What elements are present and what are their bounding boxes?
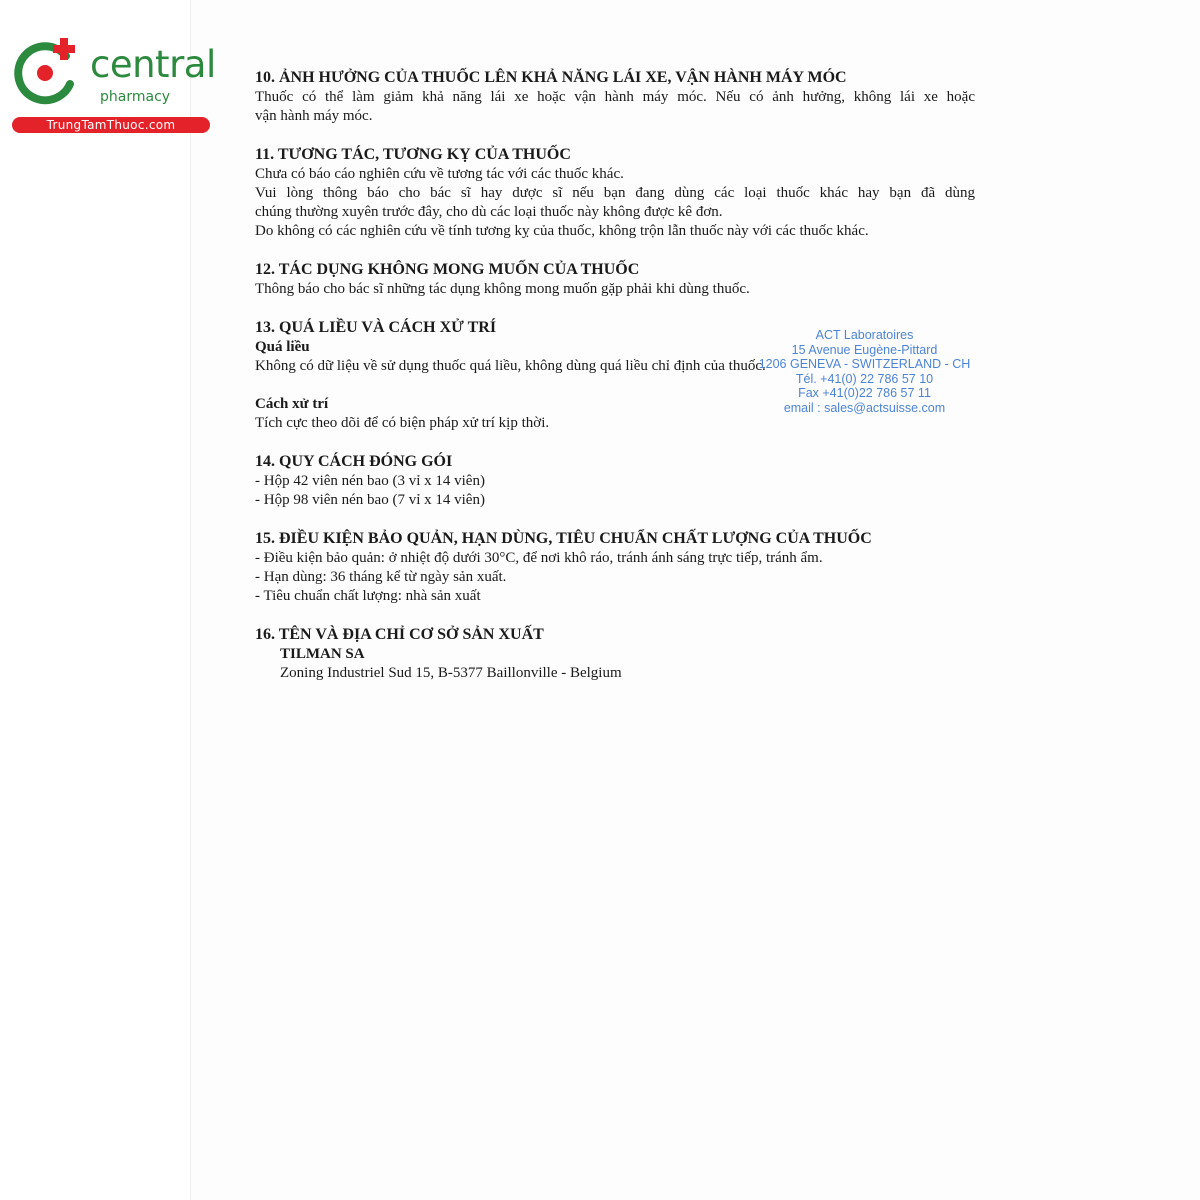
logo-brand-name: central: [90, 43, 216, 86]
stamp-line: Tél. +41(0) 22 786 57 10: [795, 371, 934, 386]
company-stamp: [752, 328, 977, 415]
subheading-treatment: Cách xử trí: [255, 396, 329, 412]
section-10: [255, 68, 975, 126]
stamp-line: email : sales@actsuisse.com: [783, 400, 946, 415]
pharmacy-cross-logo-icon: [10, 36, 86, 112]
section-15: [255, 529, 975, 606]
central-pharmacy-logo[interactable]: [10, 36, 216, 136]
body-line: Thông báo cho bác sĩ những tác dụng không mong muốn gặp phải khi dùng thuốc.: [255, 281, 750, 297]
stamp-line: Fax +41(0)22 786 57 11: [798, 386, 931, 400]
section-heading: 12. TÁC DỤNG KHÔNG MONG MUỐN CỦA THUỐC: [255, 261, 640, 278]
section-16: [255, 625, 975, 683]
subheading-overdose: Quá liều: [255, 339, 310, 355]
body-line: chúng thường xuyên trước đây, cho dù các loại thuốc này không được kê đơn.: [255, 204, 723, 220]
section-heading: 11. TƯƠNG TÁC, TƯƠNG KỴ CỦA THUỐC: [255, 146, 571, 163]
section-11: [255, 145, 975, 241]
body-line: Vui lòng thông báo cho bác sĩ hay dược sĩ nếu bạn đang dùng các loại thuốc khác hay bạn đã dùng: [255, 185, 975, 201]
body-line: Thuốc có thể làm giảm khả năng lái xe hoặc vận hành máy móc. Nếu có ảnh hưởng, không lái xe hoặc: [255, 89, 975, 105]
body-line: Không có dữ liệu về sử dụng thuốc quá liều, không dùng quá liều chỉ định của thuốc.: [255, 358, 766, 374]
section-heading: 15. ĐIỀU KIỆN BẢO QUẢN, HẠN DÙNG, TIÊU CHUẨN CHẤT LƯỢNG CỦA THUỐC: [255, 530, 872, 547]
logo-site-banner: TrungTamThuoc.com: [12, 117, 210, 133]
stamp-line: ACT Laboratoires: [815, 328, 914, 342]
manufacturer-name: TILMAN SA: [280, 646, 365, 662]
section-heading: 13. QUÁ LIỀU VÀ CÁCH XỬ TRÍ: [255, 319, 497, 336]
body-line: - Điều kiện bảo quản: ở nhiệt độ dưới 30°C, để nơi khô ráo, tránh ánh sáng trực tiếp, tránh ẩm.: [255, 550, 823, 566]
body-line: - Hộp 42 viên nén bao (3 vỉ x 14 viên): [255, 473, 485, 489]
body-line: Do không có các nghiên cứu về tính tương kỵ của thuốc, không trộn lẫn thuốc này với các thuốc khác.: [255, 223, 869, 239]
body-line: - Tiêu chuẩn chất lượng: nhà sản xuất: [255, 588, 481, 604]
section-12: [255, 260, 975, 299]
body-line: Tích cực theo dõi để có biện pháp xử trí kịp thời.: [255, 415, 550, 431]
section-14: [255, 452, 975, 510]
section-heading: 16. TÊN VÀ ĐỊA CHỈ CƠ SỞ SẢN XUẤT: [255, 626, 544, 643]
body-line: - Hộp 98 viên nén bao (7 vỉ x 14 viên): [255, 492, 485, 508]
manufacturer-address: Zoning Industriel Sud 15, B-5377 Baillonville - Belgium: [280, 665, 622, 681]
section-heading: 10. ẢNH HƯỞNG CỦA THUỐC LÊN KHẢ NĂNG LÁI XE, VẬN HÀNH MÁY MÓC: [255, 69, 847, 86]
stamp-line: 1206 GENEVA - SWITZERLAND - CH: [758, 357, 971, 371]
section-heading: 14. QUY CÁCH ĐÓNG GÓI: [255, 453, 453, 470]
body-line: Chưa có báo cáo nghiên cứu về tương tác với các thuốc khác.: [255, 166, 624, 182]
logo-brand-subtitle: pharmacy: [100, 89, 171, 105]
body-line: vận hành máy móc.: [255, 108, 373, 124]
stamp-line: 15 Avenue Eugène-Pittard: [791, 342, 938, 357]
body-line: - Hạn dùng: 36 tháng kể từ ngày sản xuất.: [255, 569, 507, 585]
